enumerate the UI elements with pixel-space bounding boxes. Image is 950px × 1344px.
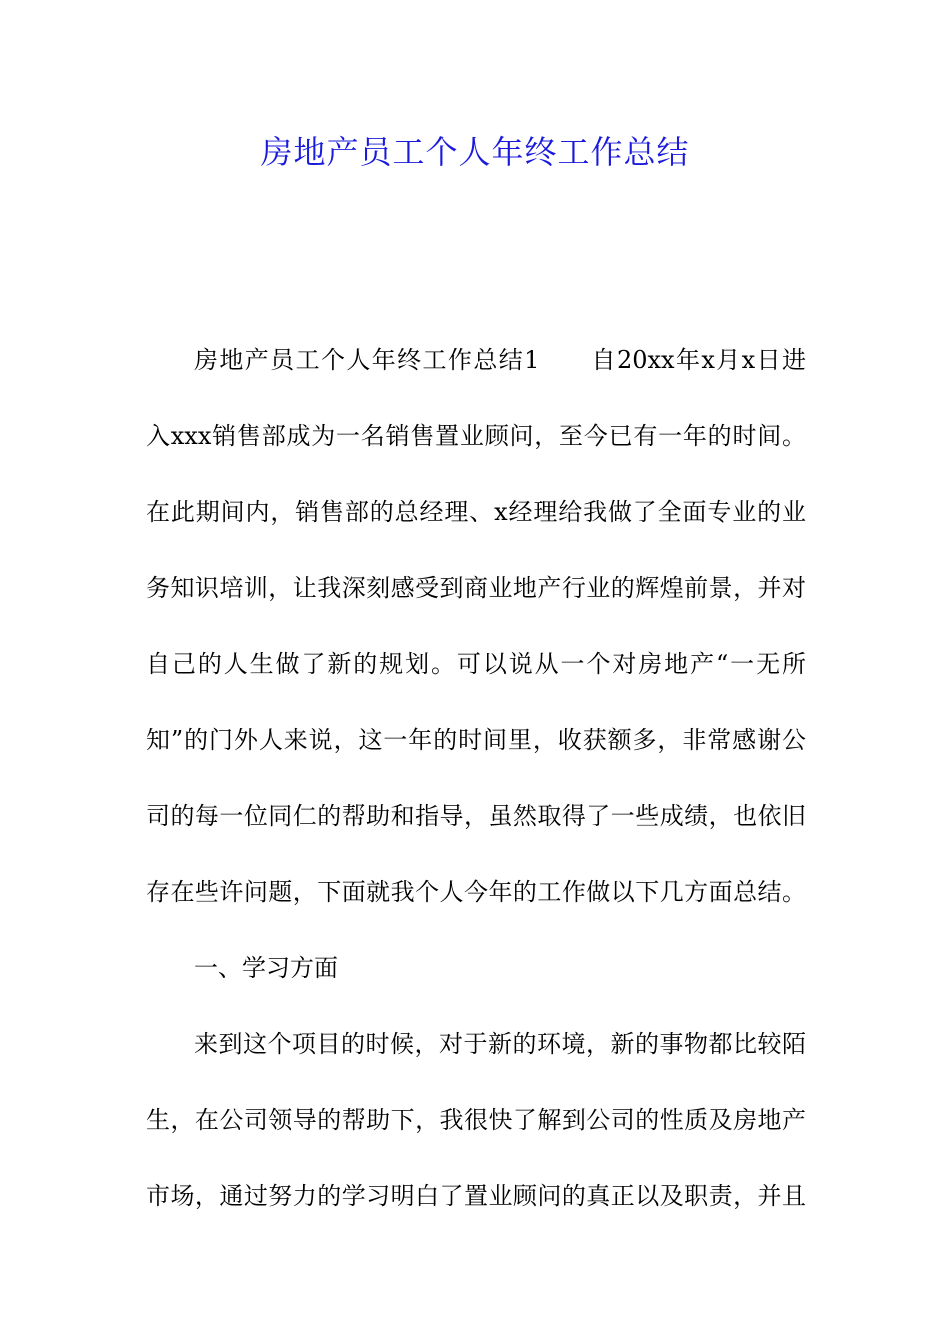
paragraph-line: 在此期间内，销售部的总经理、x经理给我做了全面专业的业	[146, 498, 806, 526]
paragraph-line: 自己的人生做了新的规划。可以说从一个对房地产“一无所	[146, 650, 806, 678]
paragraph-line: 生，在公司领导的帮助下，我很快了解到公司的性质及房地产	[146, 1106, 806, 1134]
section-heading: 一、学习方面	[194, 954, 338, 982]
paragraph-line: 市场，通过努力的学习明白了置业顾问的真正以及职责，并且	[146, 1182, 806, 1210]
paragraph-line: 知”的门外人来说，这一年的时间里，收获额多，非常感谢公	[146, 726, 806, 754]
paragraph-line: 房地产员工个人年终工作总结1 自20xx年x月x日进	[194, 346, 806, 374]
paragraph-line: 务知识培训，让我深刻感受到商业地产行业的辉煌前景，并对	[146, 574, 806, 602]
document-title: 房地产员工个人年终工作总结	[260, 133, 690, 171]
paragraph-line: 存在些许问题，下面就我个人今年的工作做以下几方面总结。	[146, 878, 806, 906]
paragraph-line: 司的每一位同仁的帮助和指导，虽然取得了一些成绩，也依旧	[146, 802, 806, 830]
document-body	[146, 334, 806, 1246]
paragraph-line: 入xxx销售部成为一名销售置业顾问，至今已有一年的时间。	[146, 422, 806, 450]
paragraph-line: 来到这个项目的时候，对于新的环境，新的事物都比较陌	[194, 1030, 806, 1058]
